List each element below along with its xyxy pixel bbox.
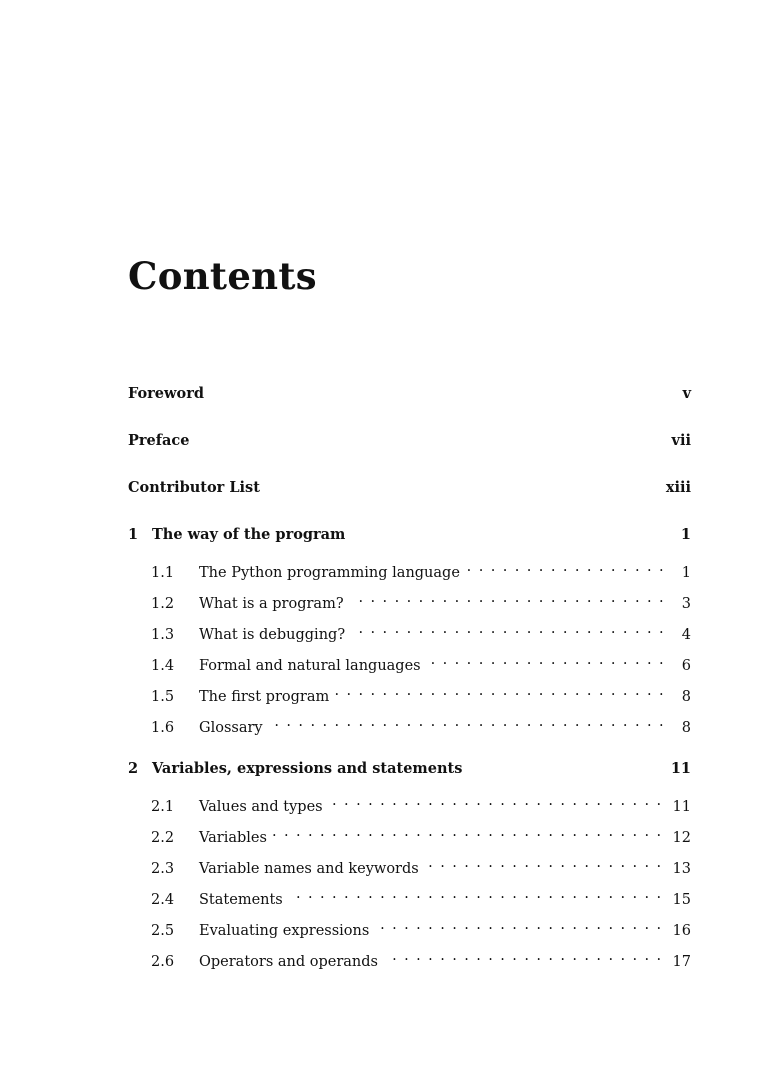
toc-section-number: 2.3	[151, 861, 175, 877]
toc-section-number: 2.2	[151, 830, 175, 846]
toc-page-number: 1	[680, 526, 691, 543]
dot-leader	[289, 884, 663, 904]
toc-chapter-number: 1	[128, 526, 139, 543]
dot-leader	[329, 791, 663, 811]
toc-section-label: Evaluating expressions	[199, 923, 370, 939]
toc-chapter-2[interactable]	[128, 759, 691, 779]
toc-section-1-1[interactable]	[151, 557, 691, 581]
toc-entry-label: Foreword	[128, 385, 204, 402]
toc-section-2-2[interactable]	[151, 822, 691, 846]
dot-leader	[273, 822, 663, 842]
dot-leader	[351, 619, 665, 639]
toc-section-2-4[interactable]	[151, 884, 691, 908]
toc-section-number: 2.6	[151, 954, 175, 970]
toc-section-number: 1.3	[151, 627, 175, 643]
toc-section-1-2[interactable]	[151, 588, 691, 612]
toc-section-1-4[interactable]	[151, 650, 691, 674]
toc-entry-preface[interactable]	[128, 431, 691, 451]
toc-section-number: 1.1	[151, 565, 175, 581]
toc-chapter-label: The way of the program	[152, 526, 346, 543]
toc-section-2-1[interactable]	[151, 791, 691, 815]
toc-section-label: The Python programming language	[199, 565, 460, 581]
toc-section-label: The first program	[199, 689, 330, 705]
toc-page-number: vii	[671, 432, 691, 449]
toc-page-number: 11	[672, 799, 691, 815]
toc-page-number: 13	[672, 861, 691, 877]
dot-leader	[350, 588, 665, 608]
dot-leader	[425, 853, 663, 873]
toc-section-label: Formal and natural languages	[199, 658, 421, 674]
toc-entry-label: Contributor List	[128, 479, 260, 496]
toc-chapter-number: 2	[128, 760, 139, 777]
toc-section-1-6[interactable]	[151, 712, 691, 736]
toc-section-1-3[interactable]	[151, 619, 691, 643]
toc-page-number: 16	[672, 923, 691, 939]
toc-section-1-5[interactable]	[151, 681, 691, 705]
toc-section-label: Operators and operands	[199, 954, 378, 970]
toc-section-label: Values and types	[199, 799, 323, 815]
toc-page-number: 15	[672, 892, 691, 908]
toc-page-number: 8	[681, 720, 691, 736]
toc-entry-contributor-list[interactable]	[128, 478, 691, 498]
toc-page-number: 17	[672, 954, 691, 970]
dot-leader	[427, 650, 665, 670]
toc-section-label: Glossary	[199, 720, 263, 736]
toc-section-number: 2.5	[151, 923, 175, 939]
toc-section-2-6[interactable]	[151, 946, 691, 970]
dot-leader	[384, 946, 663, 966]
toc-page-number: 4	[681, 627, 691, 643]
toc-page-number: 1	[681, 565, 691, 581]
dot-leader	[335, 681, 665, 701]
toc-entry-label: Preface	[128, 432, 190, 449]
toc-page-number: xiii	[665, 479, 691, 496]
toc-section-label: Variables	[199, 830, 267, 846]
toc-section-label: What is a program?	[199, 596, 344, 612]
toc-section-label: Statements	[199, 892, 283, 908]
toc-page-number: 12	[672, 830, 691, 846]
dot-leader	[466, 557, 665, 577]
toc-chapter-label: Variables, expressions and statements	[152, 760, 463, 777]
toc-page-number: 8	[681, 689, 691, 705]
toc-section-label: Variable names and keywords	[199, 861, 419, 877]
toc-chapter-1[interactable]	[128, 525, 691, 545]
toc-section-number: 1.6	[151, 720, 175, 736]
toc-page-number: v	[682, 385, 691, 402]
toc-section-number: 1.4	[151, 658, 175, 674]
toc-section-number: 1.5	[151, 689, 175, 705]
toc-page-number: 6	[681, 658, 691, 674]
toc-section-label: What is debugging?	[199, 627, 346, 643]
toc-section-number: 2.4	[151, 892, 175, 908]
toc-section-number: 1.2	[151, 596, 175, 612]
toc-page-number: 11	[670, 760, 691, 777]
toc-section-2-3[interactable]	[151, 853, 691, 877]
toc-section-number: 2.1	[151, 799, 175, 815]
page-title: Contents	[128, 254, 317, 298]
toc-page-number: 3	[681, 596, 691, 612]
dot-leader	[375, 915, 662, 935]
dot-leader	[269, 712, 665, 732]
toc-entry-foreword[interactable]	[128, 384, 691, 404]
toc-section-2-5[interactable]	[151, 915, 691, 939]
